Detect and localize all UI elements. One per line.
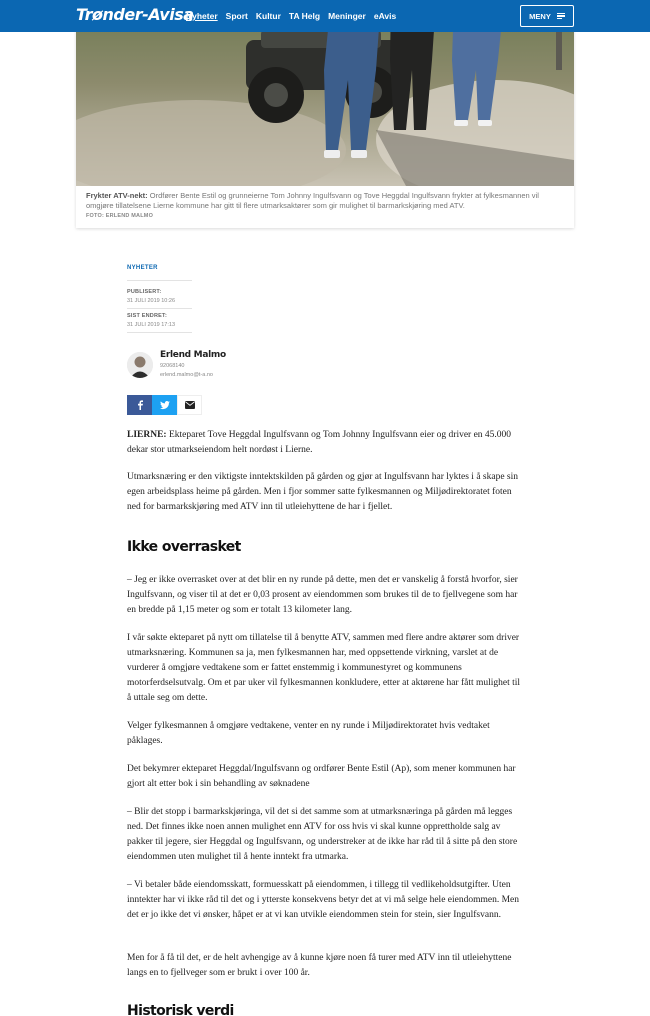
- caption-text: Ordfører Bente Estil og grunneierne Tom Johnny Ingulfsvann og Tove Heggdal Ingulfsvann frykter at fylkesmannen vil omgjøre tillatelsene Lierne kommune har gitt til flere utmarksaktører som gir mulighet til barmarkskjøring med ATV.: [86, 191, 539, 210]
- envelope-icon: [185, 401, 195, 409]
- site-header: [0, 0, 650, 32]
- facebook-icon: [136, 400, 144, 410]
- menu-lines-icon: [557, 13, 565, 20]
- nav-meninger[interactable]: Meninger: [328, 11, 366, 21]
- article-lead: [127, 428, 523, 458]
- hero-figure: [76, 0, 574, 228]
- nav-kultur[interactable]: Kultur: [255, 11, 281, 21]
- lead-text: Ekteparet Tove Heggdal Ingulfsvann og Tom Johnny Ingulfsvann eier og driver en 45.000 dekar stor utmarkseiendom helt nordøst i Lierne.: [127, 430, 512, 455]
- article-paragraph: Men for å få til det, er de helt avhengige av å kunne kjøre noen få turer med ATV inn til utleiehyttene langs en to fjellveger som er brukt i over 100 år.: [127, 953, 512, 978]
- article-paragraph: Det bekymrer ekteparet Heggdal/Ingulfsvann og ordfører Bente Estil (Ap), som mener kommunen har gjort alt etter bok i sin behandling av søknadene: [127, 764, 516, 789]
- main-nav: [186, 0, 396, 32]
- article-subheading: Ikke overrasket: [127, 539, 241, 555]
- updated-label: SIST ENDRET:: [127, 313, 167, 319]
- article-paragraph: I vår søkte ekteparet på nytt om tillatelse til å benytte ATV, sammen med flere andre aktører som driver utmarksnæring. Kommunen sa ja, men fylkesmannen har, med oppsettende virkning, varslet at de vurderer å omgjøre vedtakene som er fattet enstemmig i kommunestyret og kommunens motorferdselsutvalg. Om et par uker vil fylkesmannen konkludere, etter at aktørene har fått mulighet til å uttale seg om dette.: [127, 633, 521, 703]
- author-email[interactable]: erlend.malmo@t-a.no: [160, 372, 213, 378]
- avatar[interactable]: [127, 352, 153, 378]
- nav-nyheter[interactable]: Nyheter: [186, 11, 218, 21]
- article-subheading: Historisk verdi: [127, 1003, 234, 1016]
- published-label: PUBLISERT:: [127, 289, 162, 295]
- nav-ta-helg[interactable]: TA Helg: [288, 11, 321, 21]
- author-block: [127, 350, 226, 380]
- article-paragraph: Velger fylkesmannen å omgjøre vedtakene, venter en ny runde i Miljødirektoratet hvis vedtaket påklages.: [127, 721, 490, 746]
- menu-button[interactable]: [520, 5, 574, 27]
- nav-eavis[interactable]: eAvis: [373, 11, 397, 21]
- nav-sport[interactable]: Sport: [225, 11, 248, 21]
- meta-divider: [127, 280, 192, 281]
- meta-divider: [127, 308, 192, 309]
- share-twitter-button[interactable]: [152, 395, 177, 415]
- photo-credit: FOTO: ERLEND MALMO: [86, 213, 154, 219]
- updated-date: 31 JULI 2019 17:13: [127, 322, 176, 328]
- lead-dateline: LIERNE:: [127, 430, 167, 440]
- share-email-button[interactable]: [177, 395, 202, 415]
- meta-divider: [127, 332, 192, 333]
- menu-button-label: MENY: [529, 11, 551, 21]
- author-name[interactable]: Erlend Malmo: [160, 350, 226, 360]
- caption-lead: Frykter ATV-nekt:: [86, 191, 148, 200]
- photo-caption: [86, 191, 566, 211]
- article-paragraph: – Vi betaler både eiendomsskatt, formuesskatt på eiendommen, i tillegg til vedlikeholdsutgifter. Uten inntekter har vi ikke råd til det og i ytterste konsekvens betyr det at vi må selge hele eiendommen. Men det er jo ikke det vi ønsker, håpet er at vi kan utvikle eiendommen stein for stein, sier Ingulfsvann.: [127, 880, 520, 920]
- article-paragraph: Utmarksnæring er den viktigste inntektskilden på gården og gjør at Ingulfsvann har lyktes i å skape sin egen arbeidsplass heime på gården. Men i fjor sommer satte fylkesmannen og Miljødirektoratet foten ned for barmarkskjøring med ATV inn til utleiehyttene de har i fjellet.: [127, 472, 518, 512]
- author-phone: 92068140: [160, 363, 185, 369]
- section-label[interactable]: NYHETER: [127, 265, 158, 271]
- published-date: 31 JULI 2019 10:26: [127, 298, 176, 304]
- article-paragraph: – Blir det stopp i barmarkskjøringa, vil det si det samme som at utmarksnæringa på gården må legges ned. Det finnes ikke noen annen mulighet enn ATV for oss hvis vi skal kunne opprettholde salg av pakker til jegere, sier Heggdal og Ingulfsvann, og understreker at de ikke har råd til å sitte på den store eiendommen uten mulighet til å hente inntekt fra utmarka.: [127, 807, 518, 862]
- twitter-icon: [160, 401, 170, 410]
- share-facebook-button[interactable]: [127, 395, 152, 415]
- article-paragraph: – Jeg er ikke overrasket over at det blir en ny runde på dette, men det er vanskelig å forstå hvorfor, sier Ingulfsvann, og viser til at det er 0,03 prosent av eiendommen som brukes til de to fjellvegene som har en bredde på 1,15 meter og som er totalt 13 kilometer lang.: [127, 575, 518, 615]
- share-bar: [127, 395, 202, 415]
- site-logo[interactable]: Trønder-Avisa: [76, 5, 194, 24]
